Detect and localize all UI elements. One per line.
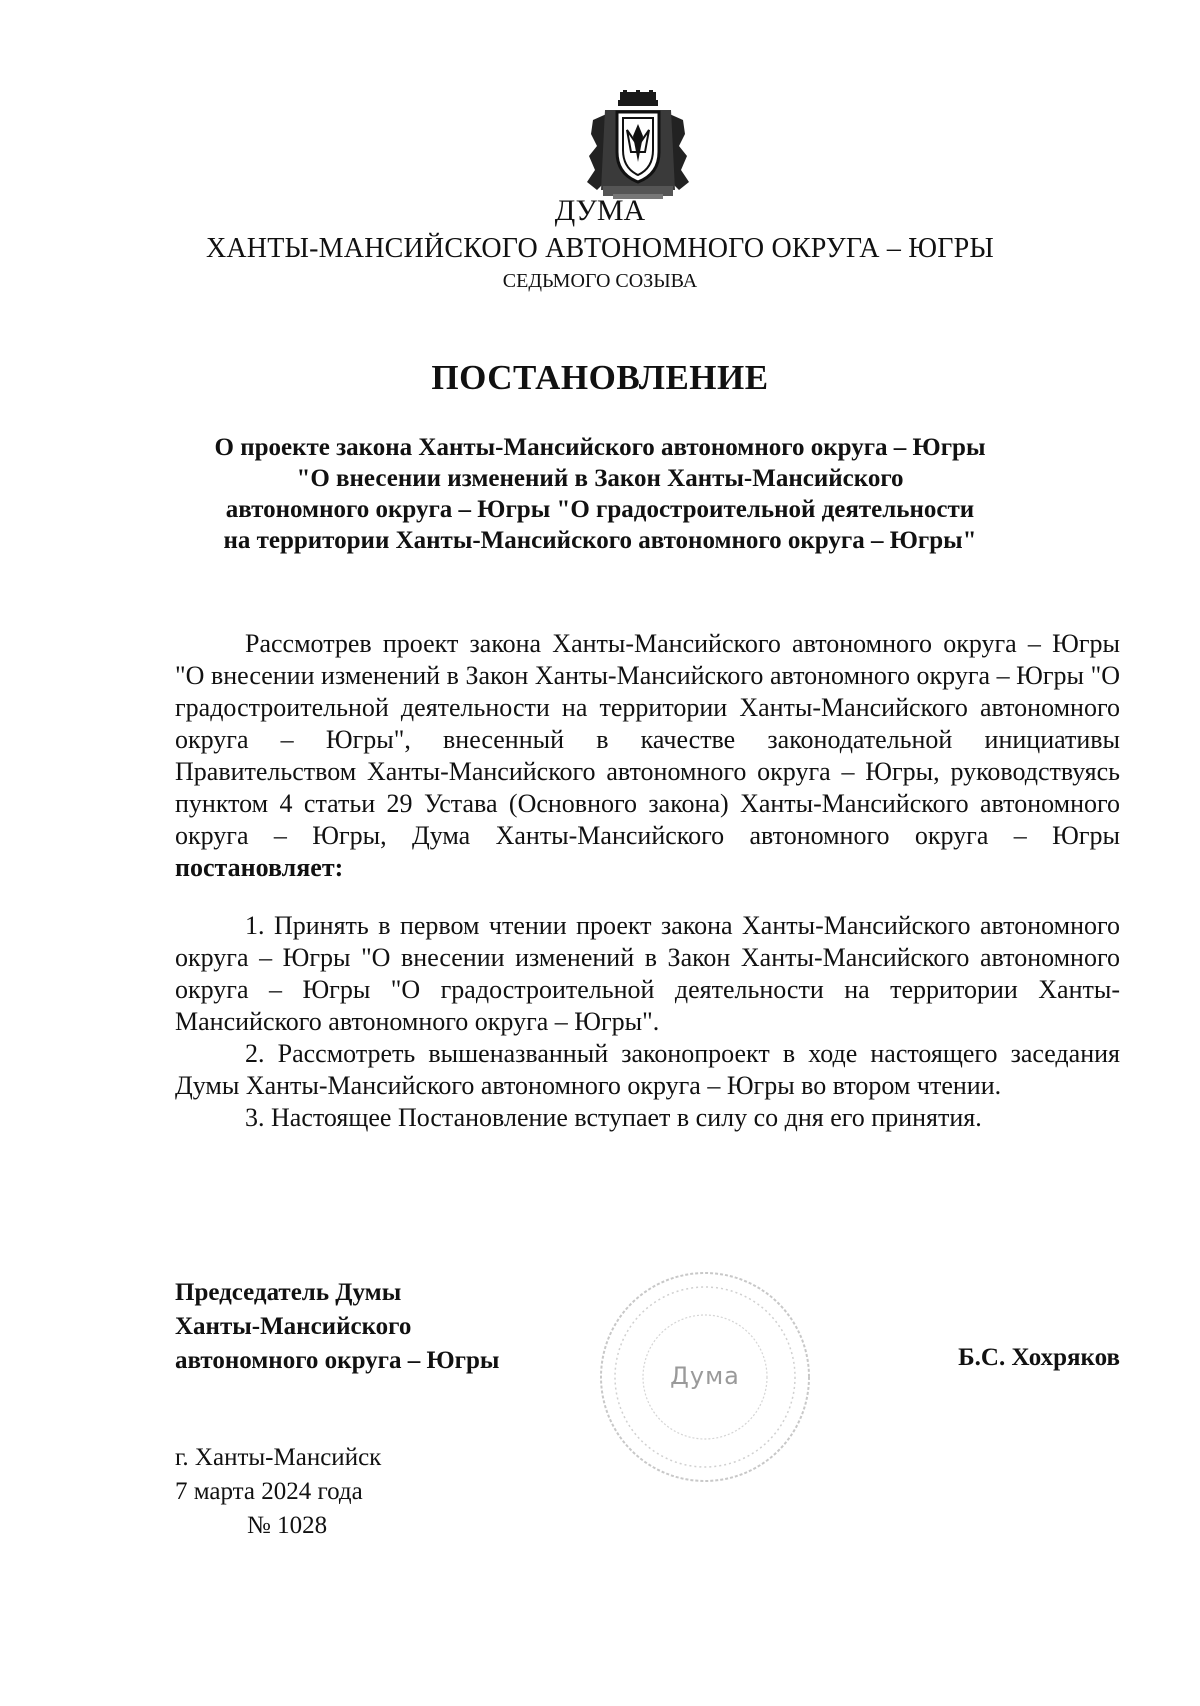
resolves-keyword: постановляет: (175, 853, 344, 882)
convocation: СЕДЬМОГО СОЗЫВА (502, 270, 698, 292)
preamble-paragraph (175, 628, 1120, 884)
stamp-label: Дума (670, 1362, 740, 1390)
document-number: № 1028 (247, 1512, 328, 1539)
signatory-name: Б.С. Хохряков (958, 1344, 1120, 1371)
subject-line: автономного округа – Югры "О градостроительной деятельности (225, 496, 975, 523)
subject-line: О проекте закона Ханты-Мансийского автономного округа – Югры (214, 434, 986, 461)
position-line: автономного округа – Югры (175, 1347, 500, 1374)
resolution-item: 3. Настоящее Постановление вступает в силу со дня его принятия. (245, 1103, 982, 1132)
document-footer (175, 1441, 381, 1543)
resolution-item: 1. Принять в первом чтении проект закона Ханты-Мансийского автономного округа – Югры "О внесении изменений в Закон Ханты-Мансийского автономного округа – Югры "О градостроительной деятельности на территории Ханты-Мансийского автономного округа – Югры". (175, 911, 1120, 1036)
position-line: Ханты-Мансийского (175, 1313, 412, 1340)
organ-name: ДУМА (554, 194, 646, 227)
position-line: Председатель Думы (175, 1279, 402, 1306)
signatory-position (175, 1276, 499, 1378)
resolution-items (175, 910, 1120, 1134)
preamble-text: Рассмотрев проект закона Ханты-Мансийского автономного округа – Югры "О внесении изменений в Закон Ханты-Мансийского автономного округа – Югры "О градостроительной деятельности на территории Ханты-Мансийского автономного округа – Югры", внесенный в качестве законодательной инициативы Правительством Ханты-Мансийского автономного округа – Югры, руководствуясь пунктом 4 статьи 29 Устава (Основного закона) Ханты-Мансийского автономного округа – Югры, Дума Ханты-Мансийского автономного округа – Югры (175, 629, 1120, 850)
place-of-issue: г. Ханты-Мансийск (175, 1444, 382, 1471)
document-subject (0, 432, 1200, 556)
document-type-title: ПОСТАНОВЛЕНИЕ (431, 358, 769, 397)
date-of-issue: 7 марта 2024 года (175, 1478, 363, 1505)
subject-line: на территории Ханты-Мансийского автономного округа – Югры" (223, 527, 977, 554)
region-name: ХАНТЫ-МАНСИЙСКОГО АВТОНОМНОГО ОКРУГА – ЮГРЫ (205, 233, 995, 264)
coat-of-arms-icon (583, 90, 693, 200)
resolution-item: 2. Рассмотреть вышеназванный законопроект в ходе настоящего заседания Думы Ханты-Мансийского автономного округа – Югры во втором чтении. (175, 1039, 1120, 1100)
subject-line: "О внесении изменений в Закон Ханты-Мансийского (296, 465, 904, 492)
